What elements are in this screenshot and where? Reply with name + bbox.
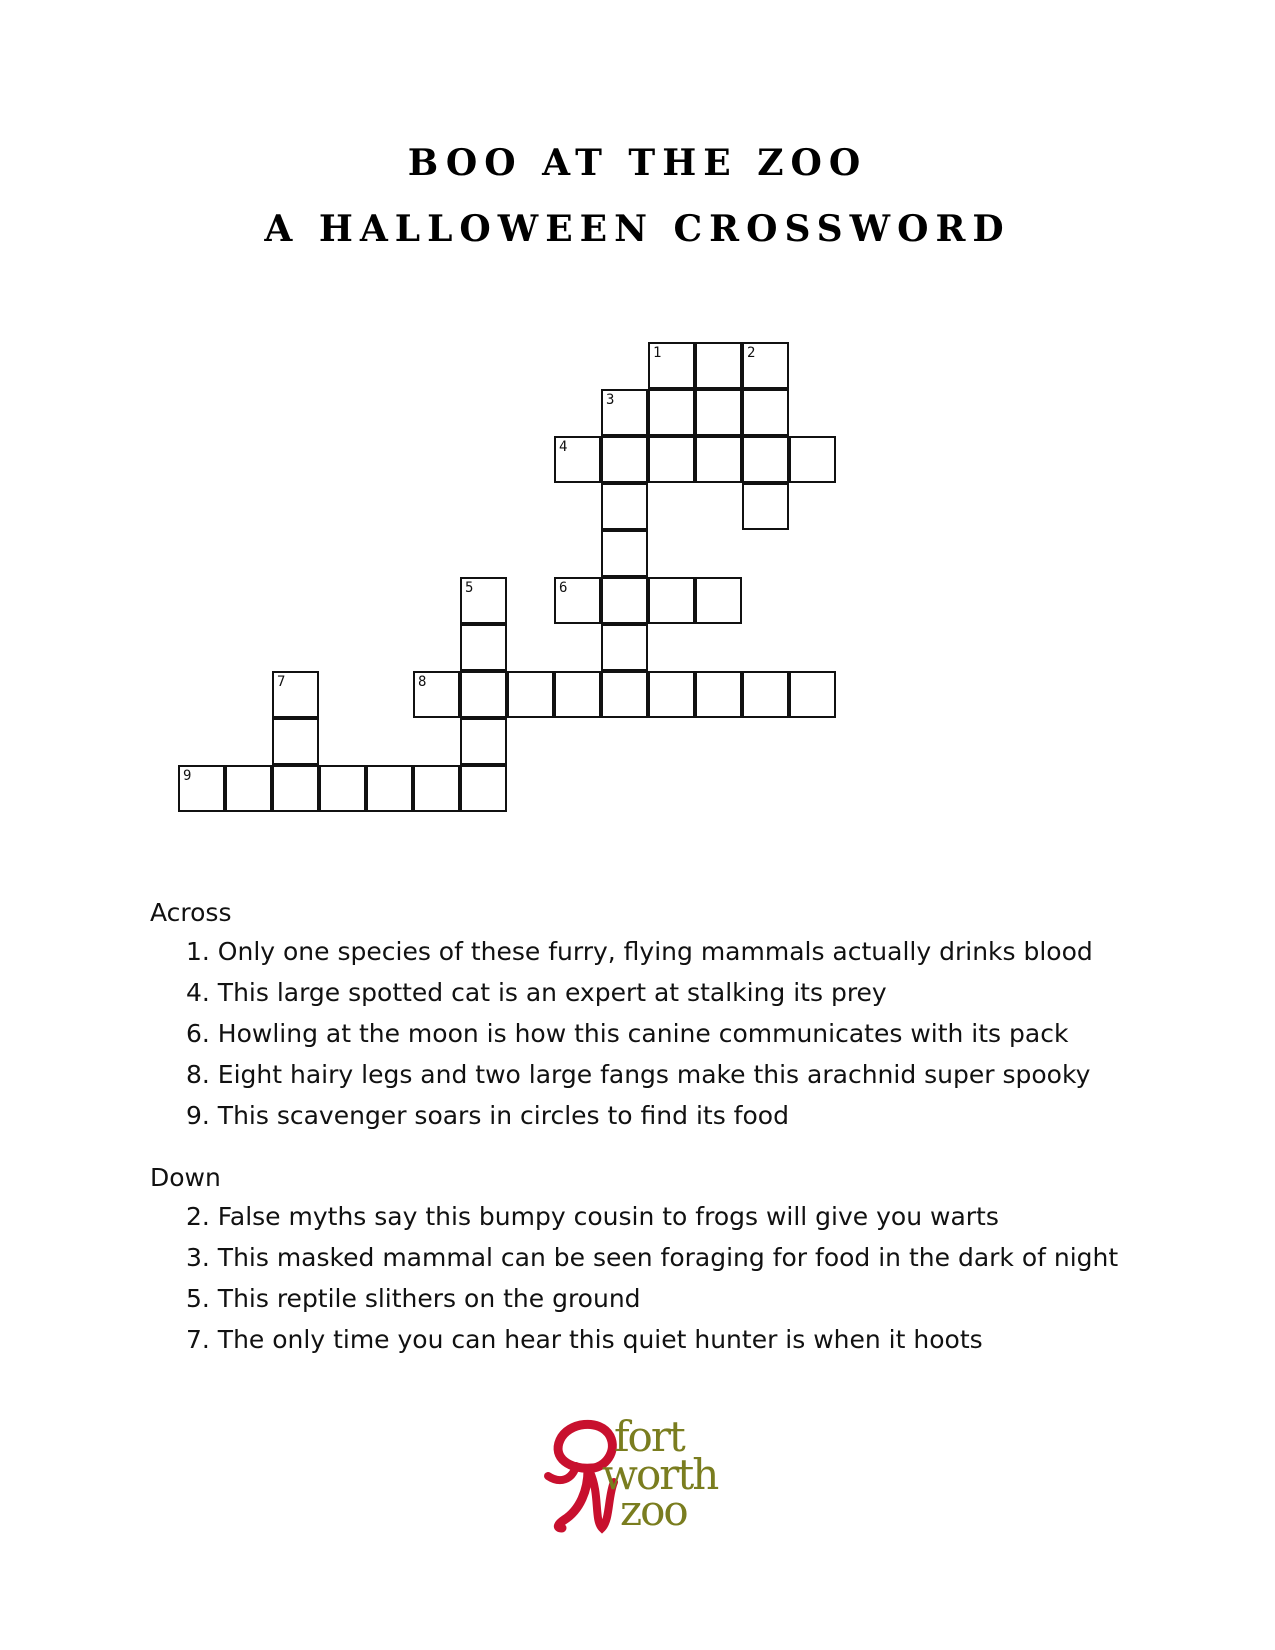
- crossword-cell[interactable]: [601, 577, 648, 624]
- crossword-cell[interactable]: [648, 342, 695, 389]
- crossword-cell[interactable]: [601, 671, 648, 718]
- crossword-cell[interactable]: [554, 436, 601, 483]
- clue-number: 1: [653, 345, 662, 361]
- down-clue: 7. The only time you can hear this quiet hunter is when it hoots: [186, 1325, 983, 1354]
- across-clue: 9. This scavenger soars in circles to find its food: [186, 1101, 789, 1130]
- crossword-cell[interactable]: [789, 671, 836, 718]
- crossword-cell[interactable]: [601, 389, 648, 436]
- down-clues: [150, 1163, 1118, 1366]
- crossword-cell[interactable]: [601, 483, 648, 530]
- down-heading: Down: [150, 1163, 221, 1192]
- crossword-cell[interactable]: [789, 436, 836, 483]
- across-clue: 1. Only one species of these furry, flying mammals actually drinks blood: [186, 937, 1093, 966]
- crossword-cell[interactable]: [742, 483, 789, 530]
- crossword-cell[interactable]: [413, 671, 460, 718]
- crossword-cell[interactable]: [648, 577, 695, 624]
- clue-number: 4: [559, 439, 568, 455]
- clue-number: 9: [183, 768, 192, 784]
- clue-number: 2: [747, 345, 756, 361]
- crossword-cell[interactable]: [742, 671, 789, 718]
- crossword-cell[interactable]: [554, 577, 601, 624]
- crossword-cell[interactable]: [695, 436, 742, 483]
- crossword-cell[interactable]: [225, 765, 272, 812]
- crossword-cell[interactable]: [507, 671, 554, 718]
- logo-text-worth: worth: [602, 1450, 718, 1499]
- clue-number: 3: [606, 392, 615, 408]
- crossword-cell[interactable]: [460, 671, 507, 718]
- crossword-cell[interactable]: [648, 436, 695, 483]
- crossword-cell[interactable]: [460, 718, 507, 765]
- crossword-cell[interactable]: [460, 765, 507, 812]
- down-clue: 3. This masked mammal can be seen foraging for food in the dark of night: [186, 1243, 1119, 1272]
- crossword-cell[interactable]: [460, 624, 507, 671]
- crossword-cell[interactable]: [742, 436, 789, 483]
- crossword-cell[interactable]: [601, 530, 648, 577]
- crossword-cell[interactable]: [272, 718, 319, 765]
- crossword-cell[interactable]: [742, 389, 789, 436]
- across-heading: Across: [150, 898, 232, 927]
- clue-number: 5: [465, 580, 474, 596]
- crossword-cell[interactable]: [601, 624, 648, 671]
- across-clue: 6. Howling at the moon is how this canine communicates with its pack: [186, 1019, 1069, 1048]
- down-clue: 5. This reptile slithers on the ground: [186, 1284, 641, 1313]
- crossword-cell[interactable]: [413, 765, 460, 812]
- across-clue: 4. This large spotted cat is an expert at stalking its prey: [186, 978, 887, 1007]
- crossword-cell[interactable]: [695, 342, 742, 389]
- across-clues: [150, 898, 1093, 1142]
- crossword-cell[interactable]: [319, 765, 366, 812]
- crossword-cell[interactable]: [695, 577, 742, 624]
- crossword-cell[interactable]: [695, 389, 742, 436]
- crossword-cell[interactable]: [648, 389, 695, 436]
- logo-text-fort: fort: [614, 1412, 684, 1461]
- crossword-cell[interactable]: [601, 436, 648, 483]
- crossword-cell[interactable]: [742, 342, 789, 389]
- clue-number: 6: [559, 580, 568, 596]
- crossword-cell[interactable]: [178, 765, 225, 812]
- down-clue: 2. False myths say this bumpy cousin to frogs will give you warts: [186, 1202, 999, 1231]
- fort-worth-zoo-logo: [530, 1410, 760, 1550]
- crossword-cell[interactable]: [460, 577, 507, 624]
- crossword-cell[interactable]: [366, 765, 413, 812]
- crossword-cell[interactable]: [695, 671, 742, 718]
- crossword-cell[interactable]: [648, 671, 695, 718]
- crossword-cell[interactable]: [554, 671, 601, 718]
- clue-number: 7: [277, 674, 286, 690]
- page-subtitle: A HALLOWEEN CROSSWORD: [264, 208, 1011, 250]
- page-title: BOO AT THE ZOO: [407, 142, 868, 184]
- crossword-cell[interactable]: [272, 765, 319, 812]
- across-clue: 8. Eight hairy legs and two large fangs make this arachnid super spooky: [186, 1060, 1091, 1089]
- clue-number: 8: [418, 674, 427, 690]
- crossword-cell[interactable]: [272, 671, 319, 718]
- logo-text-zoo: zoo: [620, 1486, 687, 1535]
